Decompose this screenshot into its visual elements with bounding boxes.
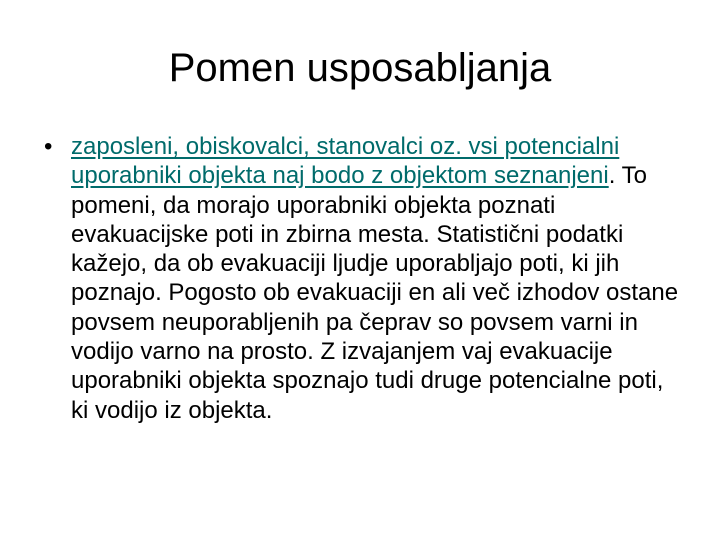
bullet-body-text: . To pomeni, da morajo uporabniki objekta poznati evakuacijske poti in zbirna mesta. Statistični podatki kažejo, da ob evakuaciji ljudje uporabljajo poti, ki jih poznajo. Pogosto ob evakuaciji en ali več izhodov ostane povsem neuporabljenih pa čeprav so povsem varni in vodijo varno na prosto. Z izvajanjem vaj evakuacije uporabniki objekta spoznajo tudi druge potencialne poti, ki vodijo iz objekta.: [71, 162, 679, 424]
bullet-marker: •: [44, 133, 53, 160]
slide-title: Pomen usposabljanja: [168, 46, 552, 90]
bullet-item: [44, 132, 684, 425]
bullet-list: [44, 132, 684, 425]
bullet-link-text[interactable]: zaposleni, obiskovalci, stanovalci oz. vsi potencialni uporabniki objekta naj bodo z objektom seznanjeni: [71, 133, 620, 190]
